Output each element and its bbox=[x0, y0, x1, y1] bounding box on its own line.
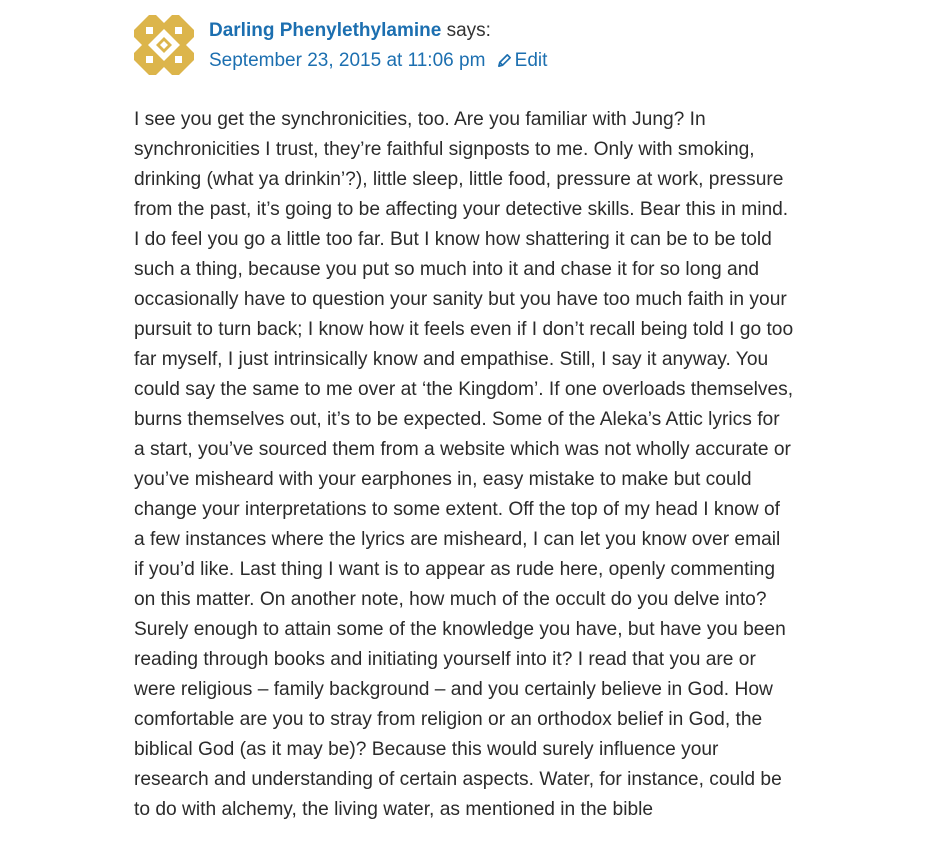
author-line bbox=[209, 16, 547, 46]
date-line bbox=[209, 46, 547, 76]
edit-label: Edit bbox=[514, 50, 548, 71]
geometric-quilt-avatar-icon[interactable] bbox=[134, 15, 194, 75]
edit-link[interactable] bbox=[497, 50, 548, 71]
comment-date-link[interactable]: September 23, 2015 at 11:06 pm bbox=[209, 50, 486, 71]
comment-body: I see you get the synchronicities, too. Are you familiar with Jung? In synchronicities I trust, they’re faithful signposts to me. Only with smoking, drinking (what ya drinkin’?), little sleep, little food, pressure at work, pressure from the past, it’s going to be affecting your detective skills. Bear this in mind. I do feel you go a little too far. But I know how shattering it can be to be told such a thing, because you put so much into it and chase it for so long and occasionally have to question your sanity but you have too much faith in your pursuit to turn back; I know how it feels even if I don’t recall being told I go too far myself, I just intrinsically know and empathise. Still, I say it anyway. You could say the same to me over at ‘the Kingdom’. If one overloads themselves, burns themselves out, it’s to be expected. Some of the Aleka’s Attic lyrics for a start, you’ve sourced them from a website which was not wholly accurate or you’ve misheard with your earphones in, easy mistake to make but could change your interpretations to some extent. Off the top of my head I know of a few instances where the lyrics are misheard, I can let you know over email if you’d like. Last thing I want is to appear as rude here, openly commenting on this matter. On another note, how much of the occult do you delve into? Surely enough to attain some of the knowledge you have, but have you been reading through books and initiating yourself into it? I read that you are or were religious – family background – and you certainly believe in God. How comfortable are you to stray from religion or an orthodox belief in God, the biblical God (as it may be)? Because this would surely influence your research and understanding of certain aspects. Water, for instance, could be to do with alchemy, the living water, as mentioned in the bible bbox=[134, 109, 794, 820]
says-label: says: bbox=[446, 20, 491, 41]
comment-meta bbox=[209, 16, 547, 76]
pencil-icon bbox=[497, 53, 512, 68]
author-link[interactable]: Darling Phenylethylamine bbox=[209, 20, 442, 41]
